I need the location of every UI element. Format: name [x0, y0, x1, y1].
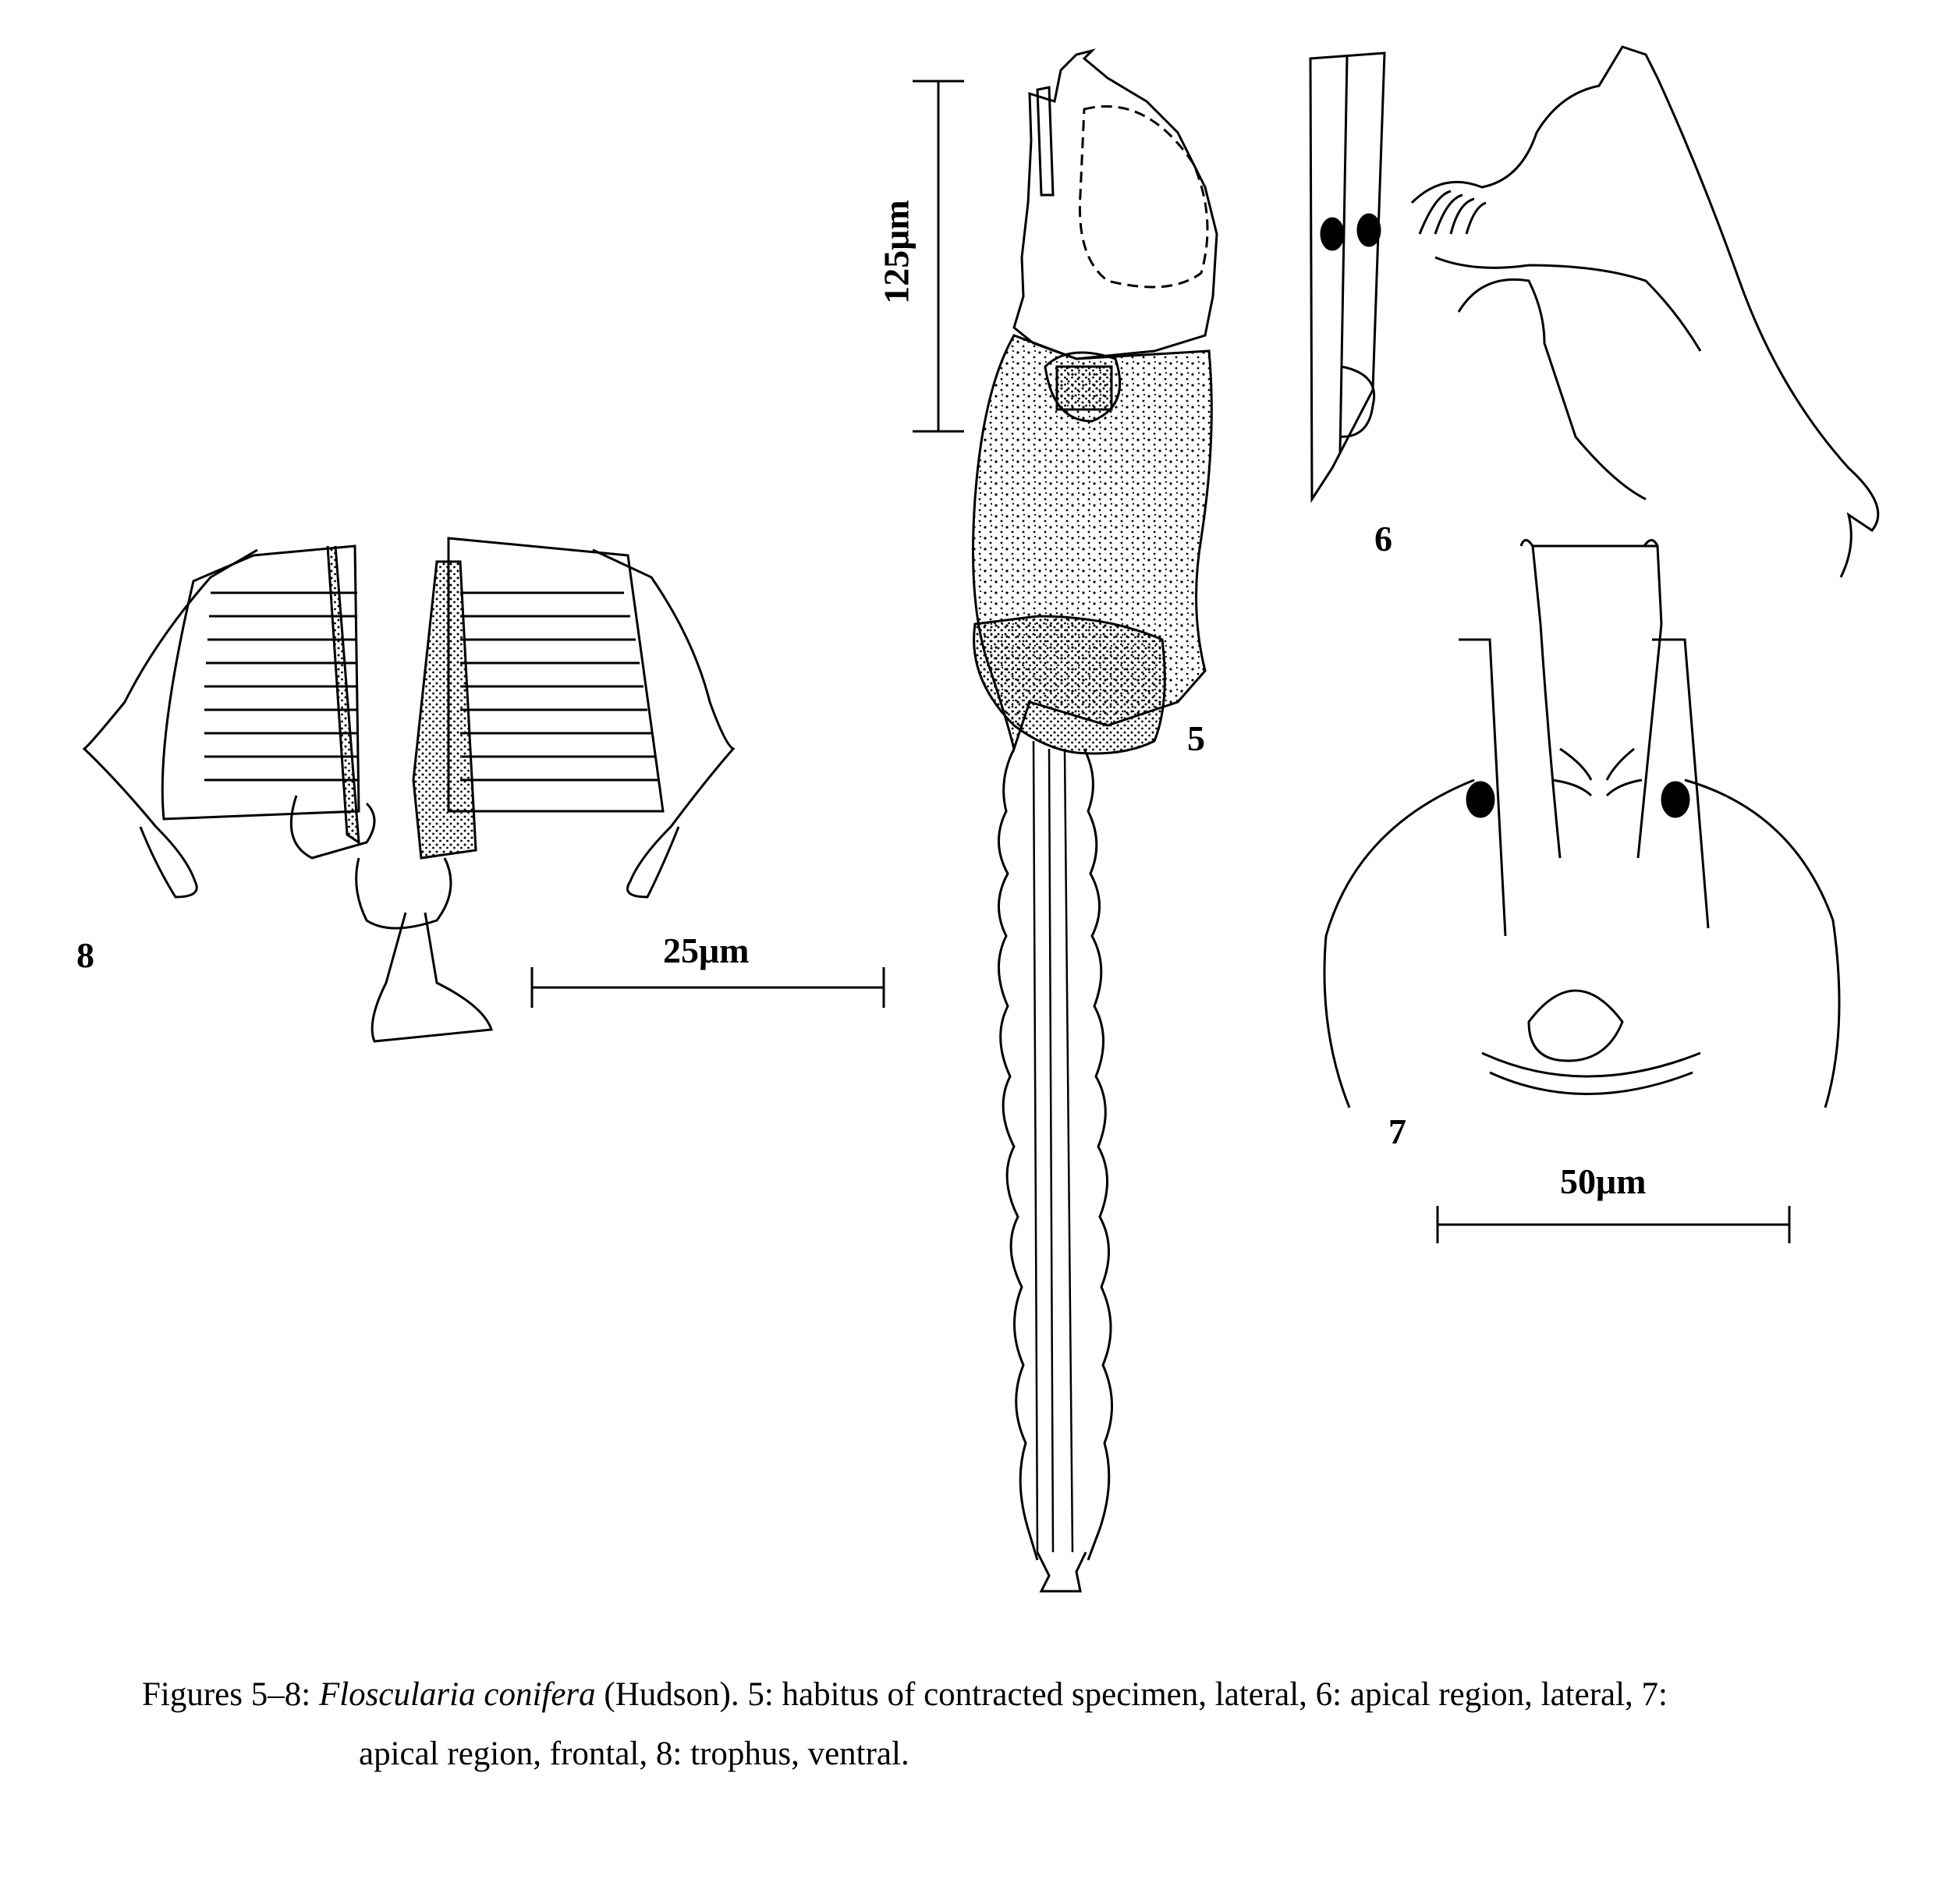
figure-5-habitus-drawing — [913, 51, 1217, 1591]
figure-6-apical-lateral-drawing — [1310, 47, 1878, 577]
figure-label-6: 6 — [1374, 519, 1392, 558]
caption-species: Floscularia conifera — [318, 1676, 596, 1713]
caption-line2: apical region, frontal, 8: trophus, ventral. — [359, 1736, 909, 1772]
scale-label-125: 125μm — [876, 200, 916, 304]
figure-label-8: 8 — [76, 935, 94, 975]
scale-bar-50 — [1438, 1206, 1789, 1243]
figure-label-5: 5 — [1187, 718, 1205, 758]
caption-prefix: Figures 5–8: — [142, 1676, 319, 1713]
figure-8-trophus-drawing — [84, 538, 884, 1041]
scale-bar-25 — [532, 967, 884, 1008]
caption-line1-rest: (Hudson). 5: habitus of contracted specimen, lateral, 6: apical region, lateral, 7: — [595, 1676, 1668, 1713]
scale-label-50: 50μm — [1560, 1161, 1647, 1201]
scale-bar-125 — [913, 81, 964, 431]
figure-label-7: 7 — [1388, 1112, 1406, 1151]
scale-label-25: 25μm — [663, 931, 750, 970]
figure-caption — [142, 1665, 1905, 1784]
